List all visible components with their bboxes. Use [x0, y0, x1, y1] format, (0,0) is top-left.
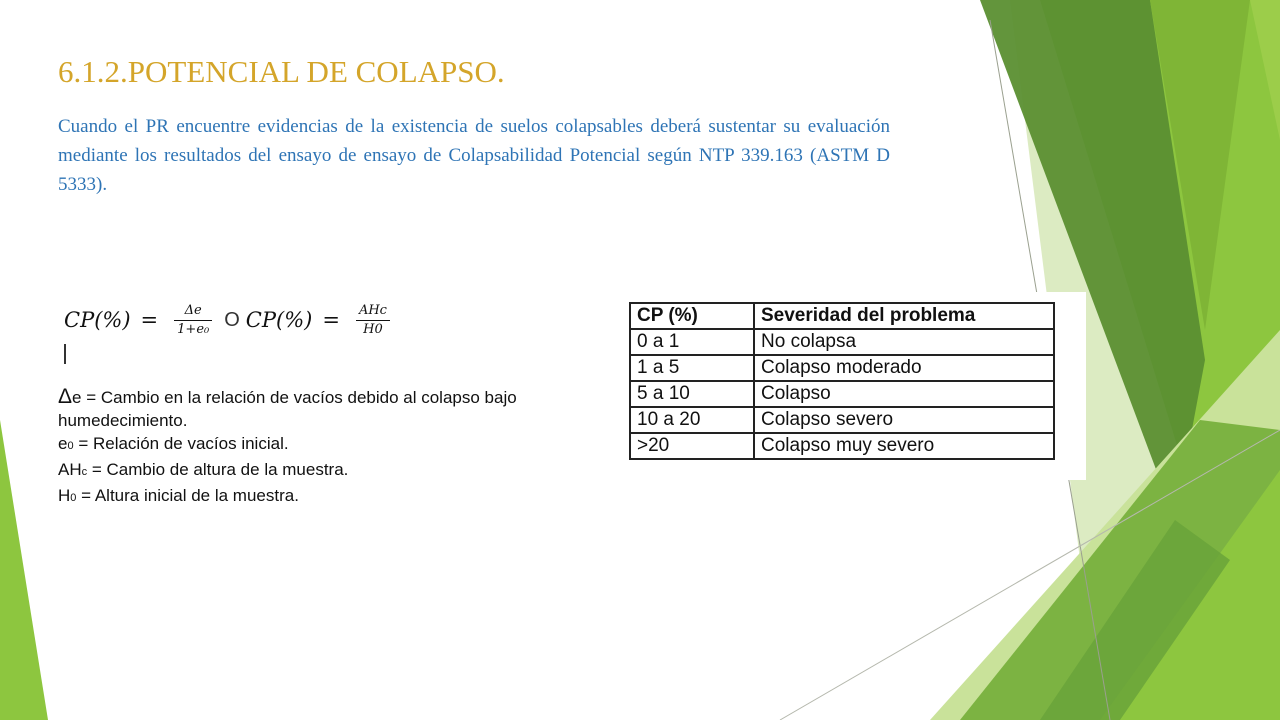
formula-lhs-1: CP(%) — [64, 308, 131, 332]
table-row — [630, 407, 1054, 433]
table-row — [630, 381, 1054, 407]
cell-cp: 1 a 5 — [630, 355, 754, 381]
h0-subscript: 0 — [70, 492, 77, 504]
formula-lhs-2: CP(%) — [245, 308, 313, 332]
slide-title: 6.1.2.POTENCIAL DE COLAPSO. — [58, 54, 505, 89]
definition-ahc — [58, 458, 618, 484]
cell-cp: 0 a 1 — [630, 329, 754, 355]
cell-severity: Colapso — [754, 381, 1054, 407]
left-green-shard — [0, 420, 48, 720]
cell-cp: >20 — [630, 433, 754, 459]
slide-paragraph: Cuando el PR encuentre evidencias de la existencia de suelos colapsables deberá sustentar su evaluación mediante los resultados del ensayo de ensayo de Colapsabilidad Potencial según NTP 339.163 (ASTM D 5333). — [58, 116, 890, 195]
cp-formula — [64, 290, 396, 350]
fraction-2-denominator: H0 — [363, 321, 383, 337]
ahc-symbol: AH — [58, 460, 82, 479]
ahc-text: = Cambio de altura de la muestra. — [87, 460, 349, 479]
fraction-1-denominator: 1+e₀ — [177, 321, 210, 337]
formula-fraction-1 — [174, 302, 212, 339]
delta-e-text: e = Cambio en la relación de vacíos debido al colapso bajo humedecimiento. — [58, 388, 517, 430]
text-cursor-mark — [64, 344, 66, 364]
severity-table — [629, 302, 1055, 460]
definition-e0 — [58, 432, 618, 458]
header-severity: Severidad del problema — [754, 303, 1054, 329]
ahc-subscript: c — [81, 466, 88, 478]
formula-equals-1: = — [140, 308, 159, 332]
table-row — [630, 329, 1054, 355]
h0-text: = Altura inicial de la muestra. — [76, 486, 299, 505]
delta-symbol: Δ — [58, 385, 73, 408]
fraction-1-numerator: Δe — [184, 302, 202, 318]
cell-cp: 5 a 10 — [630, 381, 754, 407]
header-cp: CP (%) — [630, 303, 754, 329]
e0-subscript: 0 — [67, 440, 74, 452]
cell-severity: No colapsa — [754, 329, 1054, 355]
severity-table-image — [618, 292, 1086, 480]
formula-or: O — [224, 308, 240, 331]
e0-symbol: e — [58, 434, 68, 453]
definition-delta-e — [58, 385, 618, 432]
cell-cp: 10 a 20 — [630, 407, 754, 433]
e0-text: = Relación de vacíos inicial. — [73, 434, 289, 453]
fraction-2-numerator: AHc — [358, 302, 387, 318]
symbol-definitions — [58, 385, 618, 510]
h0-symbol: H — [58, 486, 71, 505]
table-row — [630, 355, 1054, 381]
formula-equals-2: = — [322, 308, 340, 332]
cell-severity: Colapso muy severo — [754, 433, 1054, 459]
table-row — [630, 433, 1054, 459]
formula-fraction-2 — [356, 302, 390, 339]
cell-severity: Colapso severo — [754, 407, 1054, 433]
definition-h0 — [58, 484, 618, 510]
table-header-row — [630, 303, 1054, 329]
cell-severity: Colapso moderado — [754, 355, 1054, 381]
